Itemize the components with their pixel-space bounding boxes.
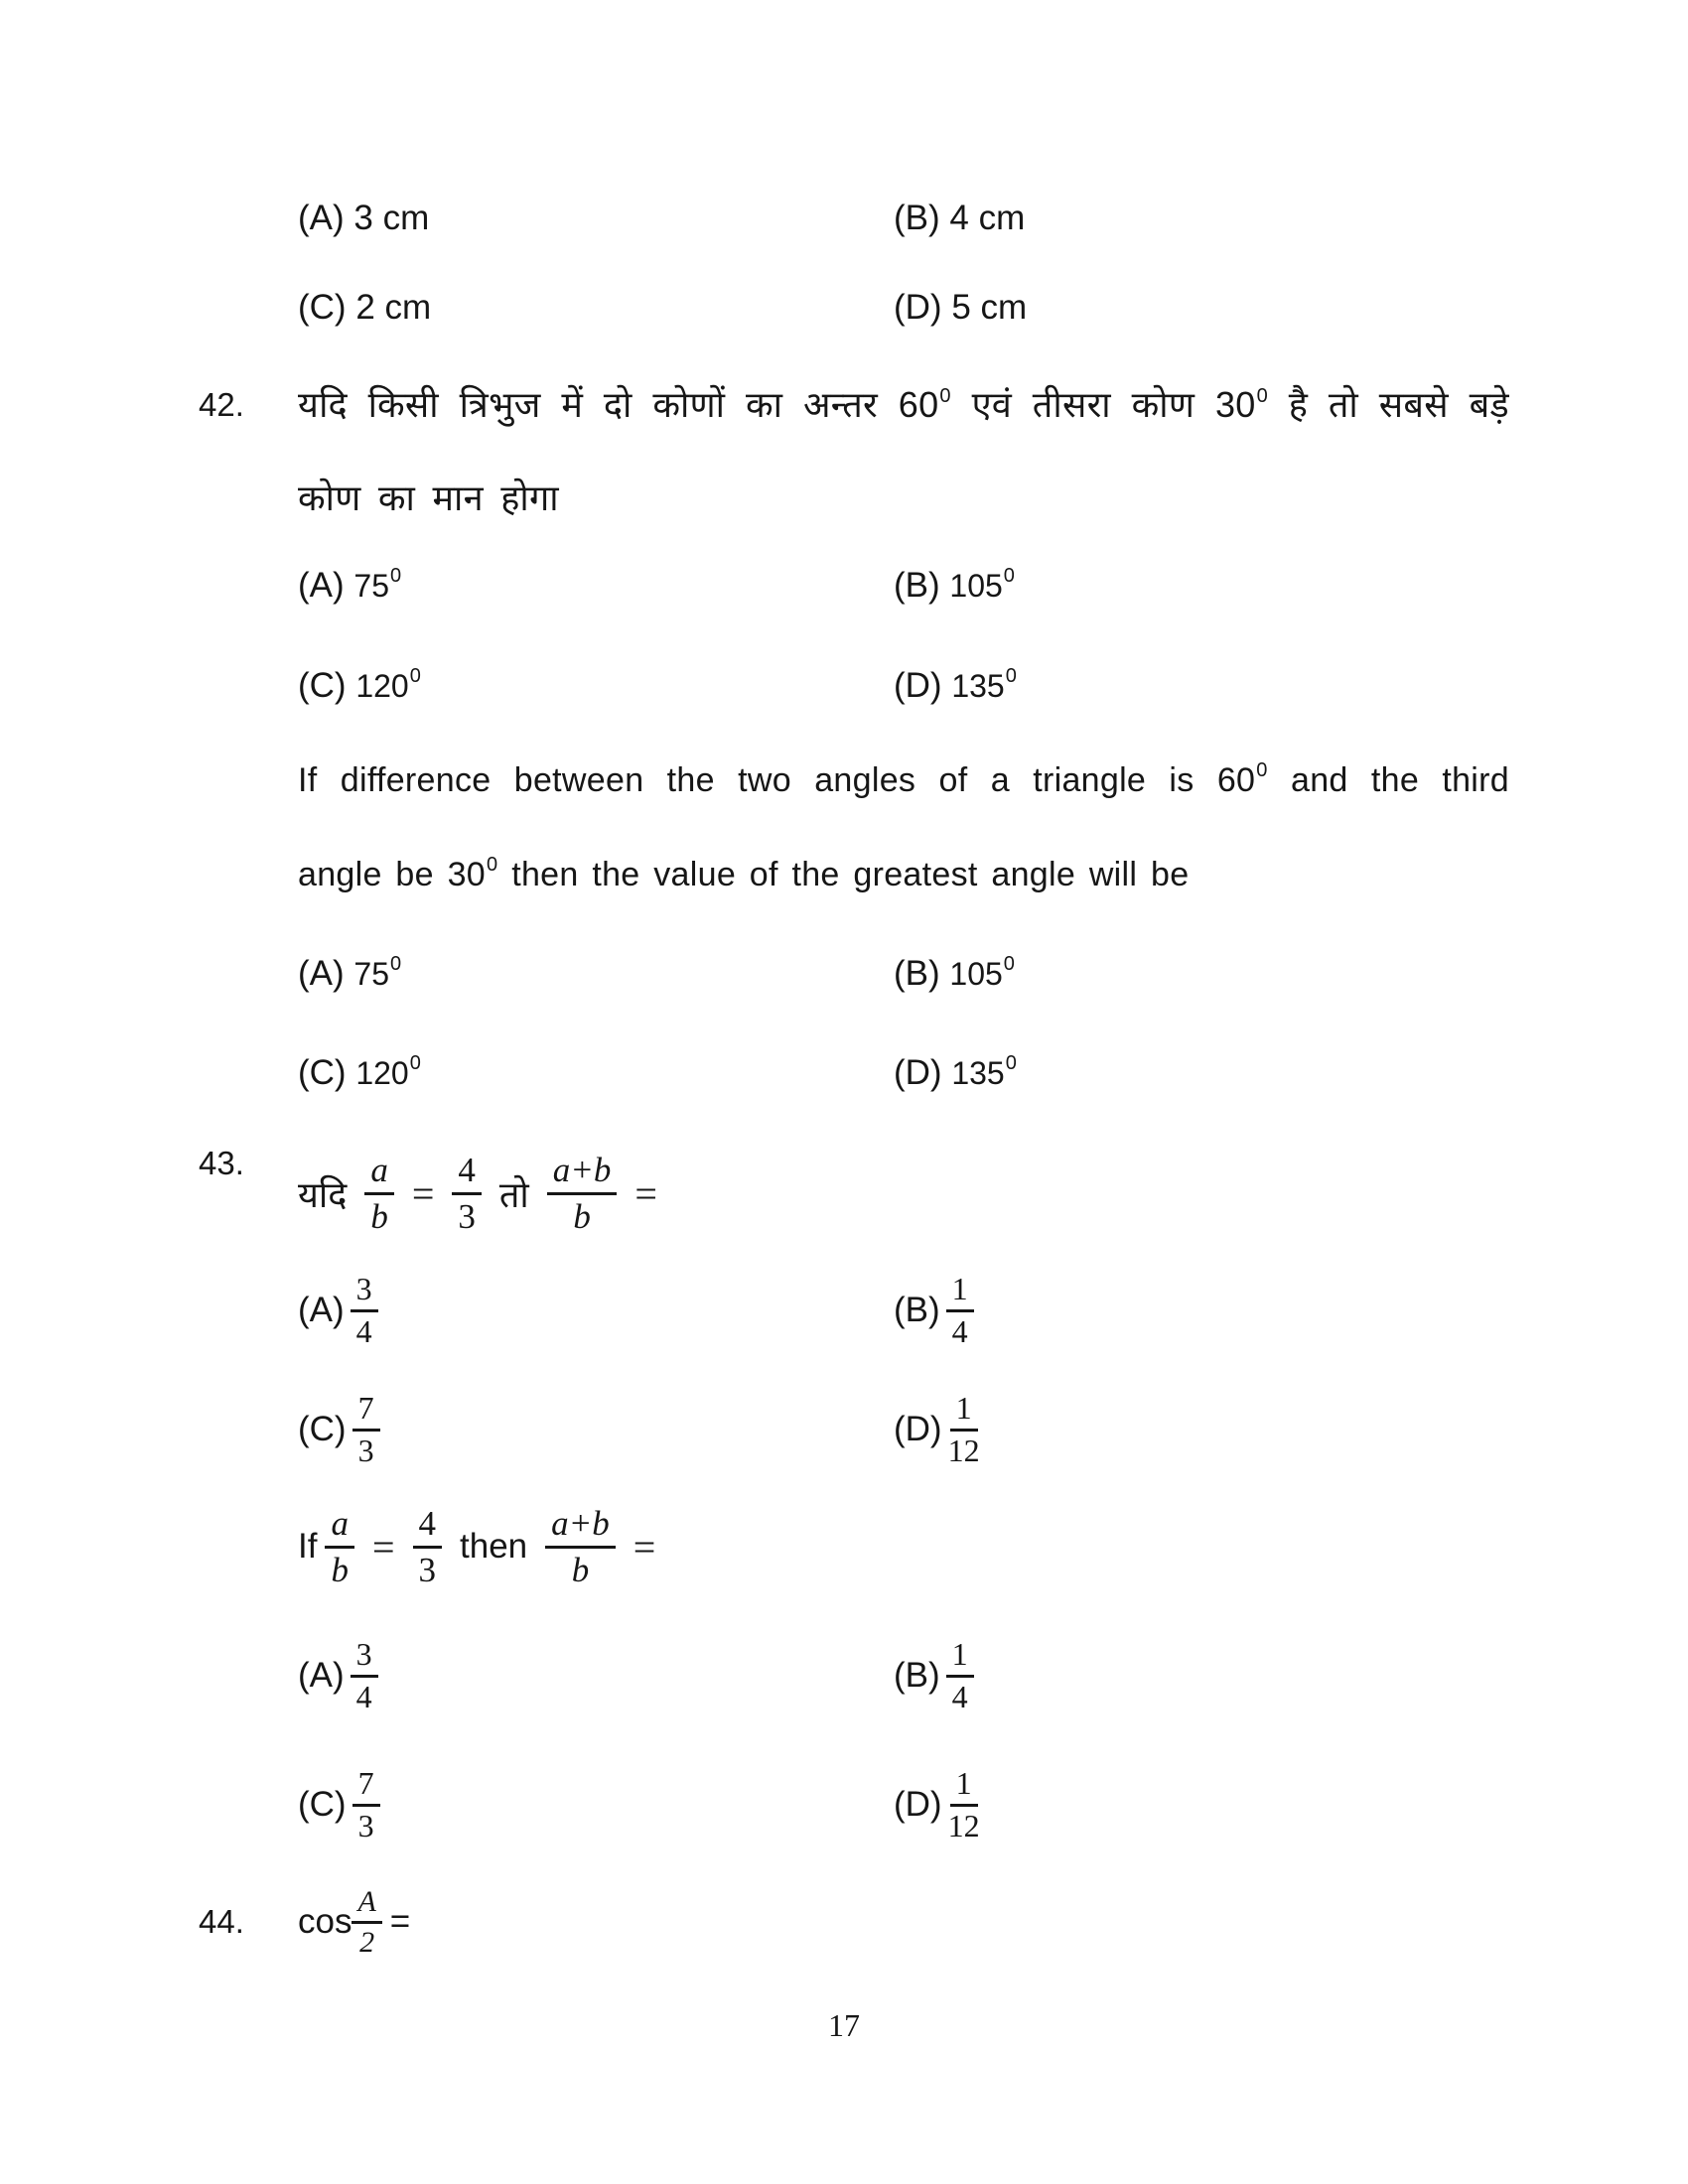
option-fraction: $\frac{3}{4}$ <box>351 1637 378 1715</box>
option-value: 105 <box>949 956 1003 992</box>
option-label: (A) <box>298 199 345 237</box>
option-value: 135 <box>951 668 1005 704</box>
degree-superscript: 0 <box>409 665 421 687</box>
option-d <box>894 664 1489 713</box>
option-d <box>894 1380 1489 1479</box>
degree-superscript: 0 <box>1003 953 1015 975</box>
option-label: (C) <box>298 288 347 327</box>
option-value: 105 <box>949 568 1003 604</box>
degree-superscript: 0 <box>389 953 402 975</box>
question-42-english-line-2: angle be 300 then the value of the greatest angle will be <box>298 853 1509 901</box>
option-fraction: $\frac{1}{12}$ <box>947 1389 980 1468</box>
option-label: (B) <box>894 1291 940 1329</box>
degree-superscript: 0 <box>1005 1052 1017 1074</box>
option-label: (B) <box>894 566 940 605</box>
option-b <box>894 1626 1489 1725</box>
equals-sign: = <box>633 1524 656 1570</box>
question-42-hindi-text <box>298 383 1509 520</box>
option-fraction: $\frac{7}{3}$ <box>352 1766 380 1844</box>
degree-superscript: 0 <box>1256 759 1268 781</box>
english-if-word: If <box>298 1527 318 1566</box>
option-d <box>894 1755 1489 1854</box>
question-43-options-english-row-1 <box>298 1626 1509 1725</box>
question-43-options-row-2 <box>298 1380 1509 1479</box>
option-label: (C) <box>298 1785 347 1824</box>
option-c <box>298 286 894 330</box>
option-c <box>298 1380 894 1479</box>
option-a <box>298 1261 894 1360</box>
degree-superscript: 0 <box>1003 565 1015 587</box>
option-value: 75 <box>353 956 389 992</box>
equals-sign: = <box>389 1902 411 1941</box>
equals-sign: = <box>371 1524 395 1570</box>
option-text: 2 cm <box>355 288 432 327</box>
option-a <box>298 952 894 1001</box>
degree-superscript: 0 <box>409 1052 421 1074</box>
degree-superscript: 0 <box>939 385 951 407</box>
option-label: (B) <box>894 954 940 993</box>
question-44 <box>199 1870 1509 1974</box>
option-b <box>894 952 1489 1001</box>
fraction-a-plus-b-over-b: $\frac{a+b}{b}$ <box>547 1151 618 1235</box>
option-label: (B) <box>894 199 940 237</box>
option-label: (A) <box>298 1291 345 1329</box>
option-fraction: $\frac{1}{12}$ <box>947 1764 980 1843</box>
option-value: 135 <box>951 1055 1005 1091</box>
fraction-4-over-3: $\frac{4}{3}$ <box>413 1504 443 1588</box>
option-label: (A) <box>298 1656 345 1695</box>
option-c <box>298 1051 894 1100</box>
degree-superscript: 0 <box>487 854 498 876</box>
option-label: (C) <box>298 1410 347 1448</box>
option-a <box>298 564 894 613</box>
option-value: 75 <box>353 568 389 604</box>
option-d <box>894 286 1489 330</box>
option-label: (B) <box>894 1656 940 1695</box>
equals-sign: = <box>634 1170 657 1216</box>
question-42-hindi-line-2: कोण का मान होगा <box>298 478 559 518</box>
question-number: 44. <box>199 1903 244 1940</box>
question-43-options-row-1 <box>298 1261 1509 1360</box>
option-text: 4 cm <box>949 199 1026 237</box>
option-label: (D) <box>894 288 942 327</box>
option-c <box>298 1755 894 1854</box>
prev-question-options-row-2 <box>298 286 1509 330</box>
option-a <box>298 1626 894 1725</box>
option-label: (D) <box>894 1410 942 1448</box>
question-42-english-text <box>298 758 1509 901</box>
english-then-word: then <box>460 1527 528 1566</box>
question-43-english-equation <box>298 1495 1509 1598</box>
question-43-hindi-equation <box>298 1142 1509 1245</box>
option-value: 120 <box>355 1055 409 1091</box>
fraction-a-over-b: $\frac{a}{b}$ <box>364 1151 394 1235</box>
hindi-if-word: यदि <box>298 1173 348 1215</box>
question-43 <box>199 1142 1509 1245</box>
option-label: (C) <box>298 1053 347 1092</box>
question-43-options-english-row-2 <box>298 1755 1509 1854</box>
option-label: (A) <box>298 954 345 993</box>
question-42-options-row-2 <box>298 664 1509 713</box>
option-text: 5 cm <box>951 288 1028 327</box>
prev-question-options-row-1 <box>298 197 1509 240</box>
question-number: 43. <box>199 1145 244 1181</box>
fraction-a-over-b: $\frac{a}{b}$ <box>325 1504 354 1588</box>
option-label: (C) <box>298 666 347 705</box>
question-44-equation <box>298 1870 1509 1974</box>
option-a <box>298 197 894 240</box>
question-42-english-line-1: If difference between the two angles of a triangle is 600 and the third <box>298 758 1509 807</box>
option-fraction: $\frac{7}{3}$ <box>352 1391 380 1469</box>
equals-sign: = <box>411 1170 435 1216</box>
fraction-4-over-3: $\frac{4}{3}$ <box>452 1151 482 1235</box>
degree-superscript: 0 <box>389 565 402 587</box>
question-42 <box>199 383 1509 520</box>
question-number: 42. <box>199 386 244 423</box>
option-d <box>894 1051 1489 1100</box>
option-b <box>894 1261 1489 1360</box>
question-42-options-english-row-2 <box>298 1051 1509 1100</box>
degree-superscript: 0 <box>1005 665 1017 687</box>
option-fraction: $\frac{1}{4}$ <box>946 1272 974 1350</box>
option-b <box>894 197 1489 240</box>
option-label: (D) <box>894 1053 942 1092</box>
option-label: (D) <box>894 1785 942 1824</box>
question-42-hindi-line-1: यदि किसी त्रिभुज में दो कोणों का अन्तर 600 एवं तीसरा कोण 300 है तो सबसे बड़े <box>298 383 1509 433</box>
degree-superscript: 0 <box>1256 385 1269 407</box>
option-label: (A) <box>298 566 345 605</box>
fraction-A-over-2: $\frac{A}{2}$ <box>352 1885 381 1959</box>
cos-function: cos <box>298 1902 352 1941</box>
question-42-options-english-row-1 <box>298 952 1509 1001</box>
page-number: 17 <box>828 2007 860 2043</box>
option-fraction: $\frac{3}{4}$ <box>351 1272 378 1350</box>
hindi-then-word: तो <box>498 1173 529 1215</box>
option-b <box>894 564 1489 613</box>
option-fraction: $\frac{1}{4}$ <box>946 1637 974 1715</box>
option-value: 120 <box>355 668 409 704</box>
option-text: 3 cm <box>353 199 430 237</box>
question-42-options-row-1 <box>298 564 1509 613</box>
fraction-a-plus-b-over-b: $\frac{a+b}{b}$ <box>545 1504 616 1588</box>
option-label: (D) <box>894 666 942 705</box>
option-c <box>298 664 894 713</box>
